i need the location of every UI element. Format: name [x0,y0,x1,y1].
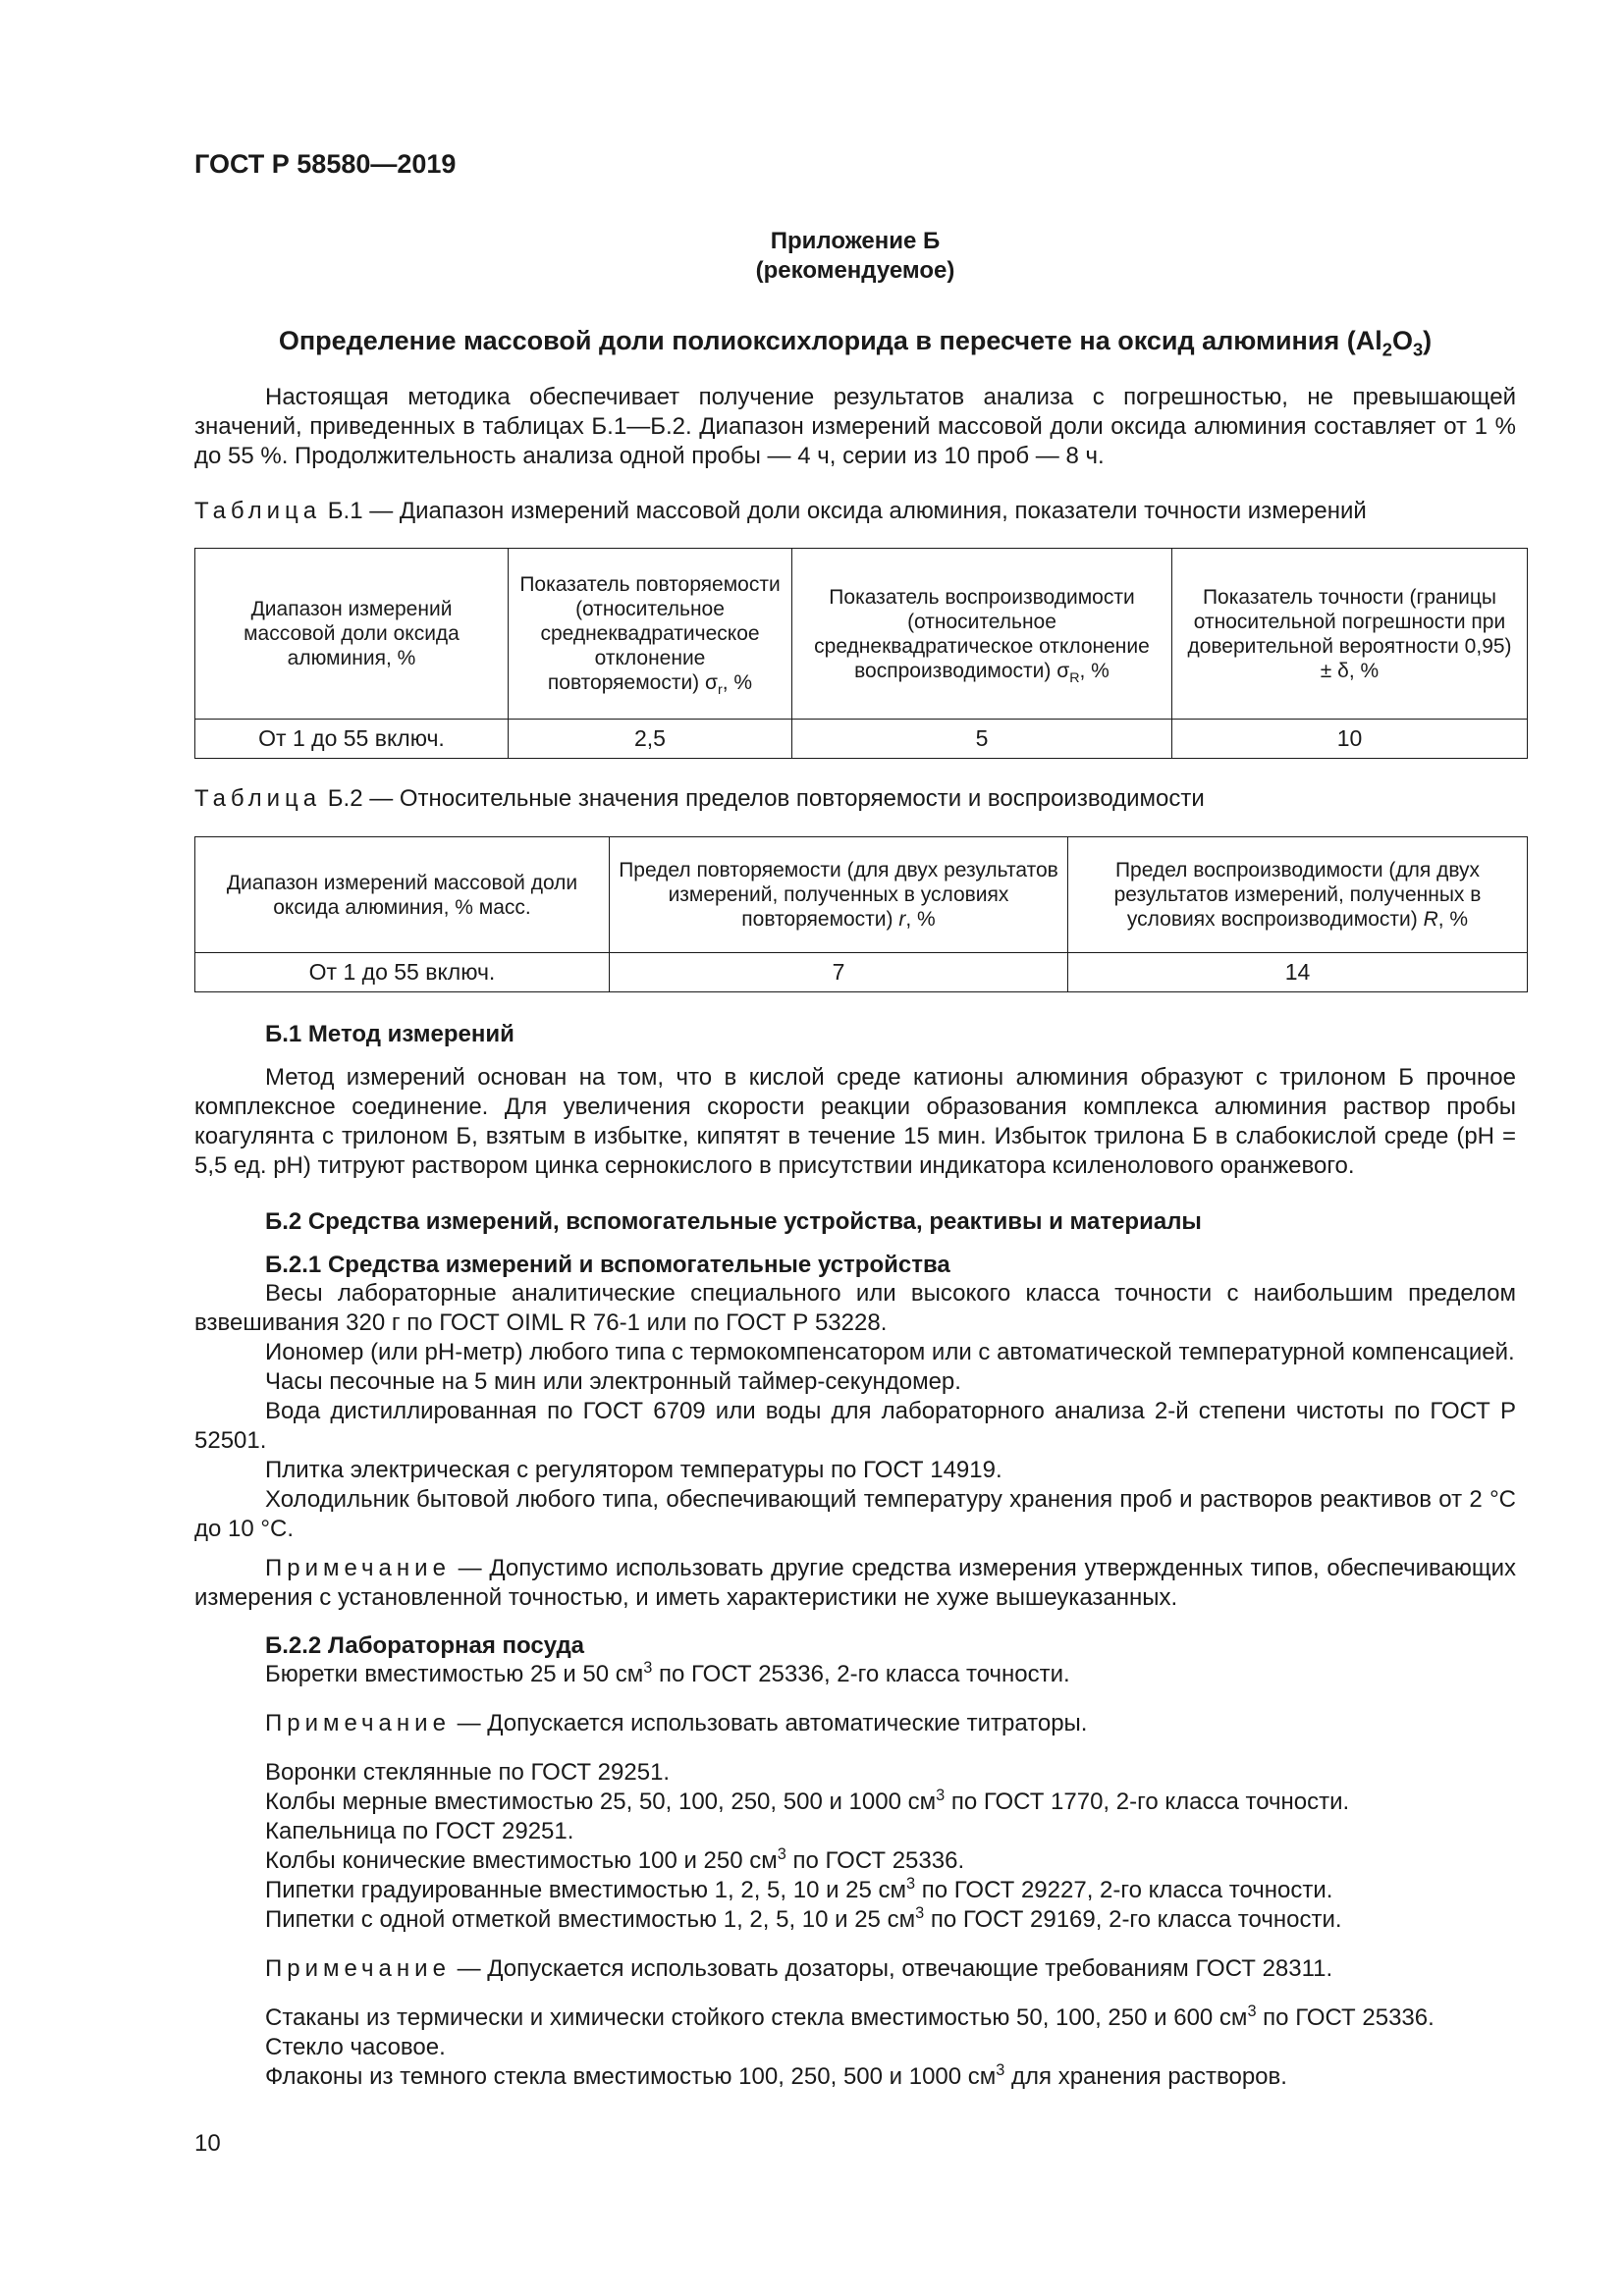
equipment-fridge: Холодильник бытовой любого типа, обеспечивающий температуру хранения проб и растворов реактивов от 2 °С до 10 °С. [194,1486,1516,1542]
table2-cell-range: От 1 до 55 включ. [195,953,610,992]
table2-header-row [195,837,1528,953]
glassware-graduated-pipettes: Пипетки градуированные вместимостью 1, 2, 5, 10 и 25 $см^3$ по ГОСТ 29227, 2-го класса точности. [265,1875,1333,1903]
table2-cell-reproducibility: 14 [1068,953,1528,992]
table2 [194,836,1528,992]
table1-cell-range: От 1 до 55 включ. [195,720,509,759]
equipment-scales: Весы лабораторные аналитические специального или высокого класса точности с наибольшим пределом взвешивания 320 г по ГОСТ OIML R 76-1 или по ГОСТ Р 53228. [194,1280,1516,1336]
table1-header-range: Диапазон измерений массовой доли оксида алюминия, % [195,549,509,720]
table2-row [195,953,1528,992]
table1 [194,548,1528,759]
equipment-hotplate: Плитка электрическая с регулятором температуры по ГОСТ 14919. [265,1457,1002,1483]
table2-cell-repeatability: 7 [610,953,1068,992]
section-b1-heading: Б.1 Метод измерений [265,1021,514,1047]
page-number: 10 [194,2130,221,2157]
table1-row [195,720,1528,759]
table1-cell-reproducibility: 5 [792,720,1172,759]
section-b1-text: Метод измерений основан на том, что в кислой среде катионы алюминия образуют с трилоном Б прочное комплексное соединение. Для увеличения скорости реакции образования комплекса алюминия раствор пробы коагулянта с трилоном Б, взятым в избытке, кипятят в течение 15 мин. Избыток трилона Б в слабокислой среде (pH = 5,5 ед. pH) титруют раствором цинка сернокислого в присутствии индикатора ксиленолового оранжевого. [194,1064,1516,1179]
equipment-timer: Часы песочные на 5 мин или электронный таймер-секундомер. [265,1368,961,1395]
section-b21-heading: Б.2.1 Средства измерений и вспомогательные устройства [265,1252,950,1278]
table2-header-range: Диапазон измерений массовой доли оксида алюминия, % масс. [195,837,610,953]
table1-cell-accuracy: 10 [1172,720,1528,759]
appendix-status: (рекомендуемое) [755,257,955,284]
glassware-watch-glass: Стекло часовое. [265,2034,446,2060]
glassware-single-mark-pipettes: Пипетки с одной отметкой вместимостью 1, 2, 5, 10 и 25 $см^3$ по ГОСТ 29169, 2-го класса точности. [265,1904,1342,1933]
table1-header-repeatability: Показатель повторяемости (относительное среднеквадратическое отклонение повторяемости) $\sigma_r$, % [509,549,792,720]
glassware-funnels: Воронки стеклянные по ГОСТ 29251. [265,1759,671,1786]
table1-cell-repeatability: 2,5 [509,720,792,759]
table1-caption: Таблица Б.1 — Диапазон измерений массовой доли оксида алюминия, показатели точности измерений [194,498,1367,524]
table1-header-accuracy: Показатель точности (границы относительной погрешности при доверительной вероятности 0,95) ± δ, % [1172,549,1528,720]
table1-header-row [195,549,1528,720]
equipment-water: Вода дистиллированная по ГОСТ 6709 или воды для лабораторного анализа 2-й степени чистоты по ГОСТ Р 52501. [194,1398,1516,1454]
glassware-beakers: Стаканы из термически и химически стойкого стекла вместимостью 50, 100, 250 и 600 $см^3$ по ГОСТ 25336. [265,2002,1435,2031]
table2-header-reproducibility: Предел воспроизводимости (для двух результатов измерений, полученных в условиях воспроизводимости) R, % [1068,837,1528,953]
section-b22-note1: Примечание — Допускается использовать автоматические титраторы. [265,1710,1088,1736]
section-b22-heading: Б.2.2 Лабораторная посуда [265,1632,585,1659]
table1-header-reproducibility: Показатель воспроизводимости (относительное среднеквадратическое отклонение воспроизводимости) $\sigma_R$, % [792,549,1172,720]
equipment-ionomer: Иономер (или pH-метр) любого типа с термокомпенсатором или с автоматической температурной компенсацией. [265,1339,1515,1365]
glassware-burettes: Бюретки вместимостью 25 и 50 $см^3$ по ГОСТ 25336, 2-го класса точности. [265,1659,1070,1687]
section-b21-note: Примечание — Допустимо использовать другие средства измерения утвержденных типов, обеспечивающих измерения с установленной точностью, и иметь характеристики не хуже вышеуказанных. [194,1555,1516,1611]
table2-header-repeatability: Предел повторяемости (для двух результатов измерений, полученных в условиях повторяемости) r, % [610,837,1068,953]
document-code: ГОСТ Р 58580—2019 [194,149,457,179]
appendix-title: Приложение Б [770,228,941,254]
section-b2-heading: Б.2 Средства измерений, вспомогательные устройства, реактивы и материалы [265,1208,1202,1235]
glassware-dark-vials: Флаконы из темного стекла вместимостью 100, 250, 500 и 1000 $см^3$ для хранения растворов. [265,2061,1287,2090]
glassware-volumetric-flasks: Колбы мерные вместимостью 25, 50, 100, 250, 500 и 1000 $см^3$ по ГОСТ 1770, 2-го класса точности. [265,1787,1350,1815]
intro-paragraph: Настоящая методика обеспечивает получение результатов анализа с погрешностью, не превышающей значений, приведенных в таблицах Б.1—Б.2. Диапазон измерений массовой доли оксида алюминия составляет от 1 % до 55 %. Продолжительность анализа одной пробы — 4 ч, серии из 10 проб — 8 ч. [194,384,1516,469]
section-b22-note2: Примечание — Допускается использовать дозаторы, отвечающие требованиям ГОСТ 28311. [265,1955,1333,1982]
glassware-conical-flasks: Колбы конические вместимостью 100 и 250 $см^3$ по ГОСТ 25336. [265,1845,965,1874]
table2-caption: Таблица Б.2 — Относительные значения пределов повторяемости и воспроизводимости [194,785,1205,812]
glassware-dropper: Капельница по ГОСТ 29251. [265,1818,574,1844]
main-title: Определение массовой доли полиоксихлорида в пересчете на оксид алюминия $(Al_2O_3)$ [278,326,1433,360]
